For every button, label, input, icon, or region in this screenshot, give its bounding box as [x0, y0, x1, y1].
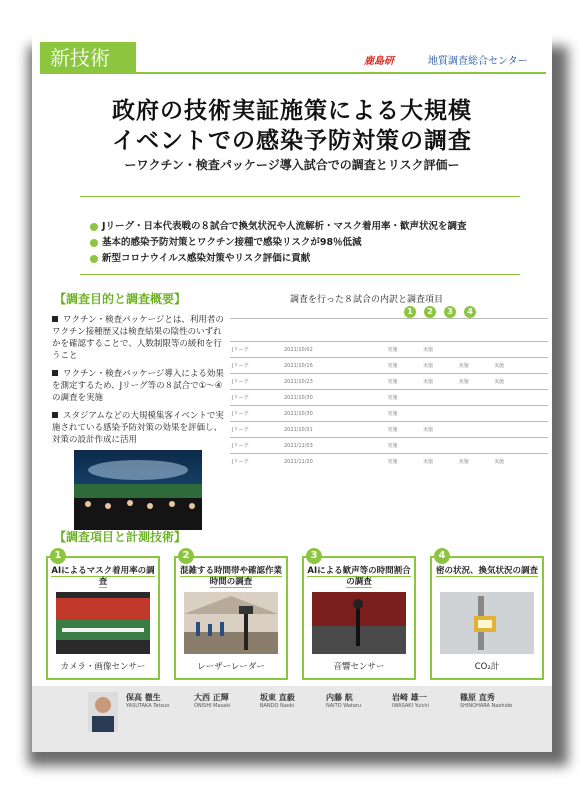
method-card-2 [174, 550, 288, 680]
highlight-item: 新型コロナウイルス感染対策やリスク評価に貢献 [90, 250, 310, 264]
member: 篠原 直秀 SHINOHARA Naohide [460, 693, 513, 709]
method-number: 3 [306, 548, 322, 564]
table-row: Jリーグ 2021/10/23 実施 実施 実施 実施 [230, 374, 548, 390]
highlight-item: Jリーグ・日本代表戦の８試合で換気状況や人流解析・マスク着用率・歓声状況を調査 [90, 218, 467, 232]
table-marker-3: 3 [444, 306, 456, 318]
stadium-photo [74, 450, 202, 530]
co2-meter-photo [440, 592, 534, 654]
table-row: Jリーグ 2021/11/03 実施 [230, 438, 548, 454]
method-card-1 [46, 550, 160, 680]
page-subtitle: ーワクチン・検査パッケージ導入試合での調査とリスク評価ー [124, 158, 460, 172]
highlights-bottom-rule [80, 274, 520, 275]
table-header-cell [492, 319, 528, 342]
method-number: 1 [50, 548, 66, 564]
category-tag: 新技術 [40, 42, 136, 74]
table-row: Jリーグ 2021/10/31 実施 実施 [230, 422, 548, 438]
member: 坂東 直毅 BANDO Naoki [260, 693, 295, 709]
method-card-3 [302, 550, 416, 680]
method-card-4 [430, 550, 544, 680]
method-caption: CO₂計 [474, 662, 500, 672]
page-title-line1: 政府の技術実証施策による大規模 [112, 98, 472, 124]
methods-heading: 【調査項目と計測技術】 [54, 530, 187, 544]
table-header-cell [457, 319, 493, 342]
member: 保高 徹生 YASUTAKA Tetsuo [126, 693, 170, 709]
table-row: Jリーグ 2021/10/30 実施 [230, 390, 548, 406]
mask-camera-photo [56, 592, 150, 654]
logo-right: 地質調査総合センター [428, 56, 528, 67]
purpose-item: スタジアムなどの大規模集客イベントで実施されている感染予防対策の効果を評価し、対策の設計作成に活用 [52, 411, 224, 445]
table-marker-1: 1 [404, 306, 416, 318]
member: 岩崎 雄一 IWASAKI Yuichi [392, 693, 429, 709]
method-caption: 音響センサー [333, 662, 385, 672]
table-header-row [230, 319, 548, 342]
highlights-top-rule [80, 196, 520, 197]
member-footer [32, 686, 552, 752]
logo-left: 鹿島研 [364, 56, 394, 67]
table-header-cell [421, 319, 457, 342]
table-row: Jリーグ 2021/10/16 実施 実施 実施 実施 [230, 358, 548, 374]
page-title-line2: イベントでの感染予防対策の調査 [112, 128, 472, 154]
method-title: 混雑する時間帯や確認作業時間の調査 [179, 566, 282, 587]
table-header-cell [375, 319, 385, 342]
method-title: AIによる歓声等の時間割合の調査 [307, 566, 411, 587]
table-header-cell [365, 319, 375, 342]
header-rule [136, 72, 546, 74]
highlight-item: 基本的感染予防対策とワクチン接種で感染リスクが98％低減 [90, 234, 362, 248]
purpose-item: ワクチン・検査パッケージ導入による効果を測定するため、Jリーグ等の８試合で①〜④の調査を実施 [52, 369, 224, 403]
method-caption: カメラ・画像センサー [60, 662, 146, 672]
lidar-photo [184, 592, 278, 654]
acoustic-sensor-photo [312, 592, 406, 654]
method-caption: レーザーレーダー [197, 662, 265, 672]
method-title: 密の状況、換気状況の調査 [435, 566, 538, 576]
table-header-cell [538, 319, 548, 342]
purpose-heading: 【調査目的と調査概要】 [54, 292, 187, 306]
table-row: Jリーグ 2021/10/02 実施 実施 [230, 342, 548, 358]
table-row: Jリーグ 2021/10/30 実施 [230, 406, 548, 422]
member: 内藤 航 NAITO Wataru [326, 693, 362, 709]
table-marker-2: 2 [424, 306, 436, 318]
member: 大西 正輝 ONISHI Masaki [194, 693, 231, 709]
table-marker-4: 4 [464, 306, 476, 318]
document-page [32, 34, 552, 752]
table-header-cell [282, 319, 365, 342]
table-header-cell [230, 319, 282, 342]
table-header-cell [528, 319, 538, 342]
purpose-item: ワクチン・検査パッケージとは、利用者のワクチン接種歴又は検査結果の陰性のいずれかを確認することで、人数制限等の緩和を行うこと [52, 315, 224, 361]
table-title: 調査を行った８試合の内訳と調査項目 [290, 295, 444, 305]
table-header-cell [385, 319, 421, 342]
match-table [230, 318, 548, 469]
member-photo [88, 692, 118, 732]
method-number: 4 [434, 548, 450, 564]
method-number: 2 [178, 548, 194, 564]
method-title: AIによるマスク着用率の調査 [51, 566, 155, 587]
table-row: Jリーグ 2021/11/20 実施 実施 実施 実施 [230, 454, 548, 470]
